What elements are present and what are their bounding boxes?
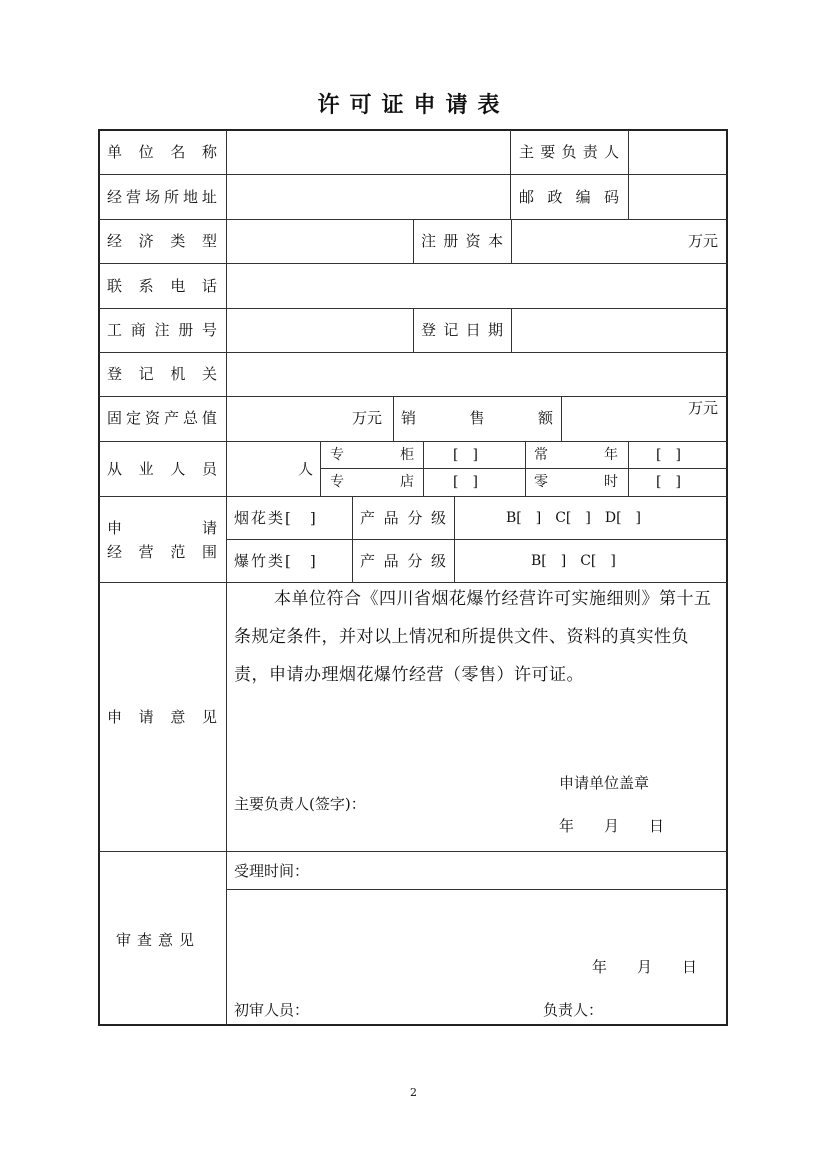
scope-label-line1: 申 请 [107,519,217,537]
grid-line [99,263,727,264]
grid-line [226,539,727,540]
grid-line [226,889,727,890]
fixed-assets-label: 固 定 资 产 总 值 [107,409,217,427]
fireworks-grade-label: 产 品 分 级 [360,509,446,527]
review-label: 审查意见 [116,931,201,949]
grid-line [352,496,353,582]
grid-line [628,130,629,219]
retail-time-checkbox[interactable]: [ ] [656,474,681,490]
biz-reg-no-label: 工 商 注 册 号 [107,321,217,339]
sales-unit: 万元 [688,399,719,417]
grid-line [454,496,455,582]
year-round-checkbox[interactable]: [ ] [656,447,681,463]
seal-label: 申请单位盖章 [559,774,650,792]
firecracker-checkbox[interactable]: 爆竹类[ ] [234,552,318,570]
grid-line [99,174,727,175]
principal-label: 主 要 负 责 人 [519,143,619,161]
year-round-label: 常 年 [534,447,618,463]
opinion-date: 年 月 日 [559,817,665,835]
staff-unit: 人 [298,460,314,478]
grid-line [525,441,526,496]
phone-label: 联 系 电 话 [107,277,217,295]
grid-line [628,441,629,496]
reg-capital-label: 注 册 资 本 [421,232,503,250]
counter-label: 专 柜 [330,447,414,463]
responsible-label: 负责人： [543,1001,604,1019]
initial-reviewer-label: 初审人员： [234,1001,310,1019]
counter-checkbox[interactable]: [ ] [453,447,478,463]
econ-type-label: 经 济 类 型 [107,232,217,250]
reg-date-label: 登 记 日 期 [421,321,503,339]
store-checkbox[interactable]: [ ] [453,474,478,490]
reg-capital-unit: 万元 [688,232,719,250]
grid-line [99,496,727,497]
retail-time-label: 零 时 [534,474,618,490]
accept-time-label: 受理时间： [234,862,310,880]
grid-line [320,468,727,469]
unit-name-label: 单 位 名 称 [107,143,217,161]
sales-label: 销 售 额 [401,409,553,427]
grid-line [99,851,727,852]
fireworks-checkbox[interactable]: 烟花类[ ] [234,509,318,527]
scope-label-line2: 经 营 范 围 [107,543,217,561]
postcode-label: 邮 政 编 码 [519,188,619,206]
staff-label: 从 业 人 员 [107,460,217,478]
opinion-statement: 本单位符合《四川省烟花爆竹经营许可实施细则》第十五条规定条件，并对以上情况和所提供文件、资料的真实性负责，申请办理烟花爆竹经营（零售）许可证。 [234,589,712,685]
grid-line [99,441,727,442]
grid-line [423,441,424,496]
reg-authority-label: 登 记 机 关 [107,365,217,383]
grid-line [320,441,321,496]
store-label: 专 店 [330,474,414,490]
grid-line [511,219,512,263]
fixed-assets-unit: 万元 [352,409,383,427]
grid-line [393,396,394,441]
firecracker-grade-label: 产 品 分 级 [360,552,446,570]
grid-line [413,308,414,352]
page-title: 许可证申请表 [317,92,510,118]
grid-line [226,130,227,1025]
review-date: 年 月 日 [592,958,698,976]
opinion-label: 申 请 意 见 [107,708,217,726]
grid-line [561,396,562,441]
principal-sign-label: 主要负责人(签字)： [234,795,366,813]
fireworks-grade-options[interactable]: B[ ] C[ ] D[ ] [506,510,641,526]
grid-line [413,219,414,263]
firecracker-grade-options[interactable]: B[ ] C[ ] [531,553,616,569]
grid-line [99,396,727,397]
address-label: 经 营 场 所 地 址 [107,188,217,206]
grid-line [511,308,512,352]
grid-line [99,352,727,353]
grid-line [510,130,511,219]
page-number: 2 [410,1086,417,1099]
